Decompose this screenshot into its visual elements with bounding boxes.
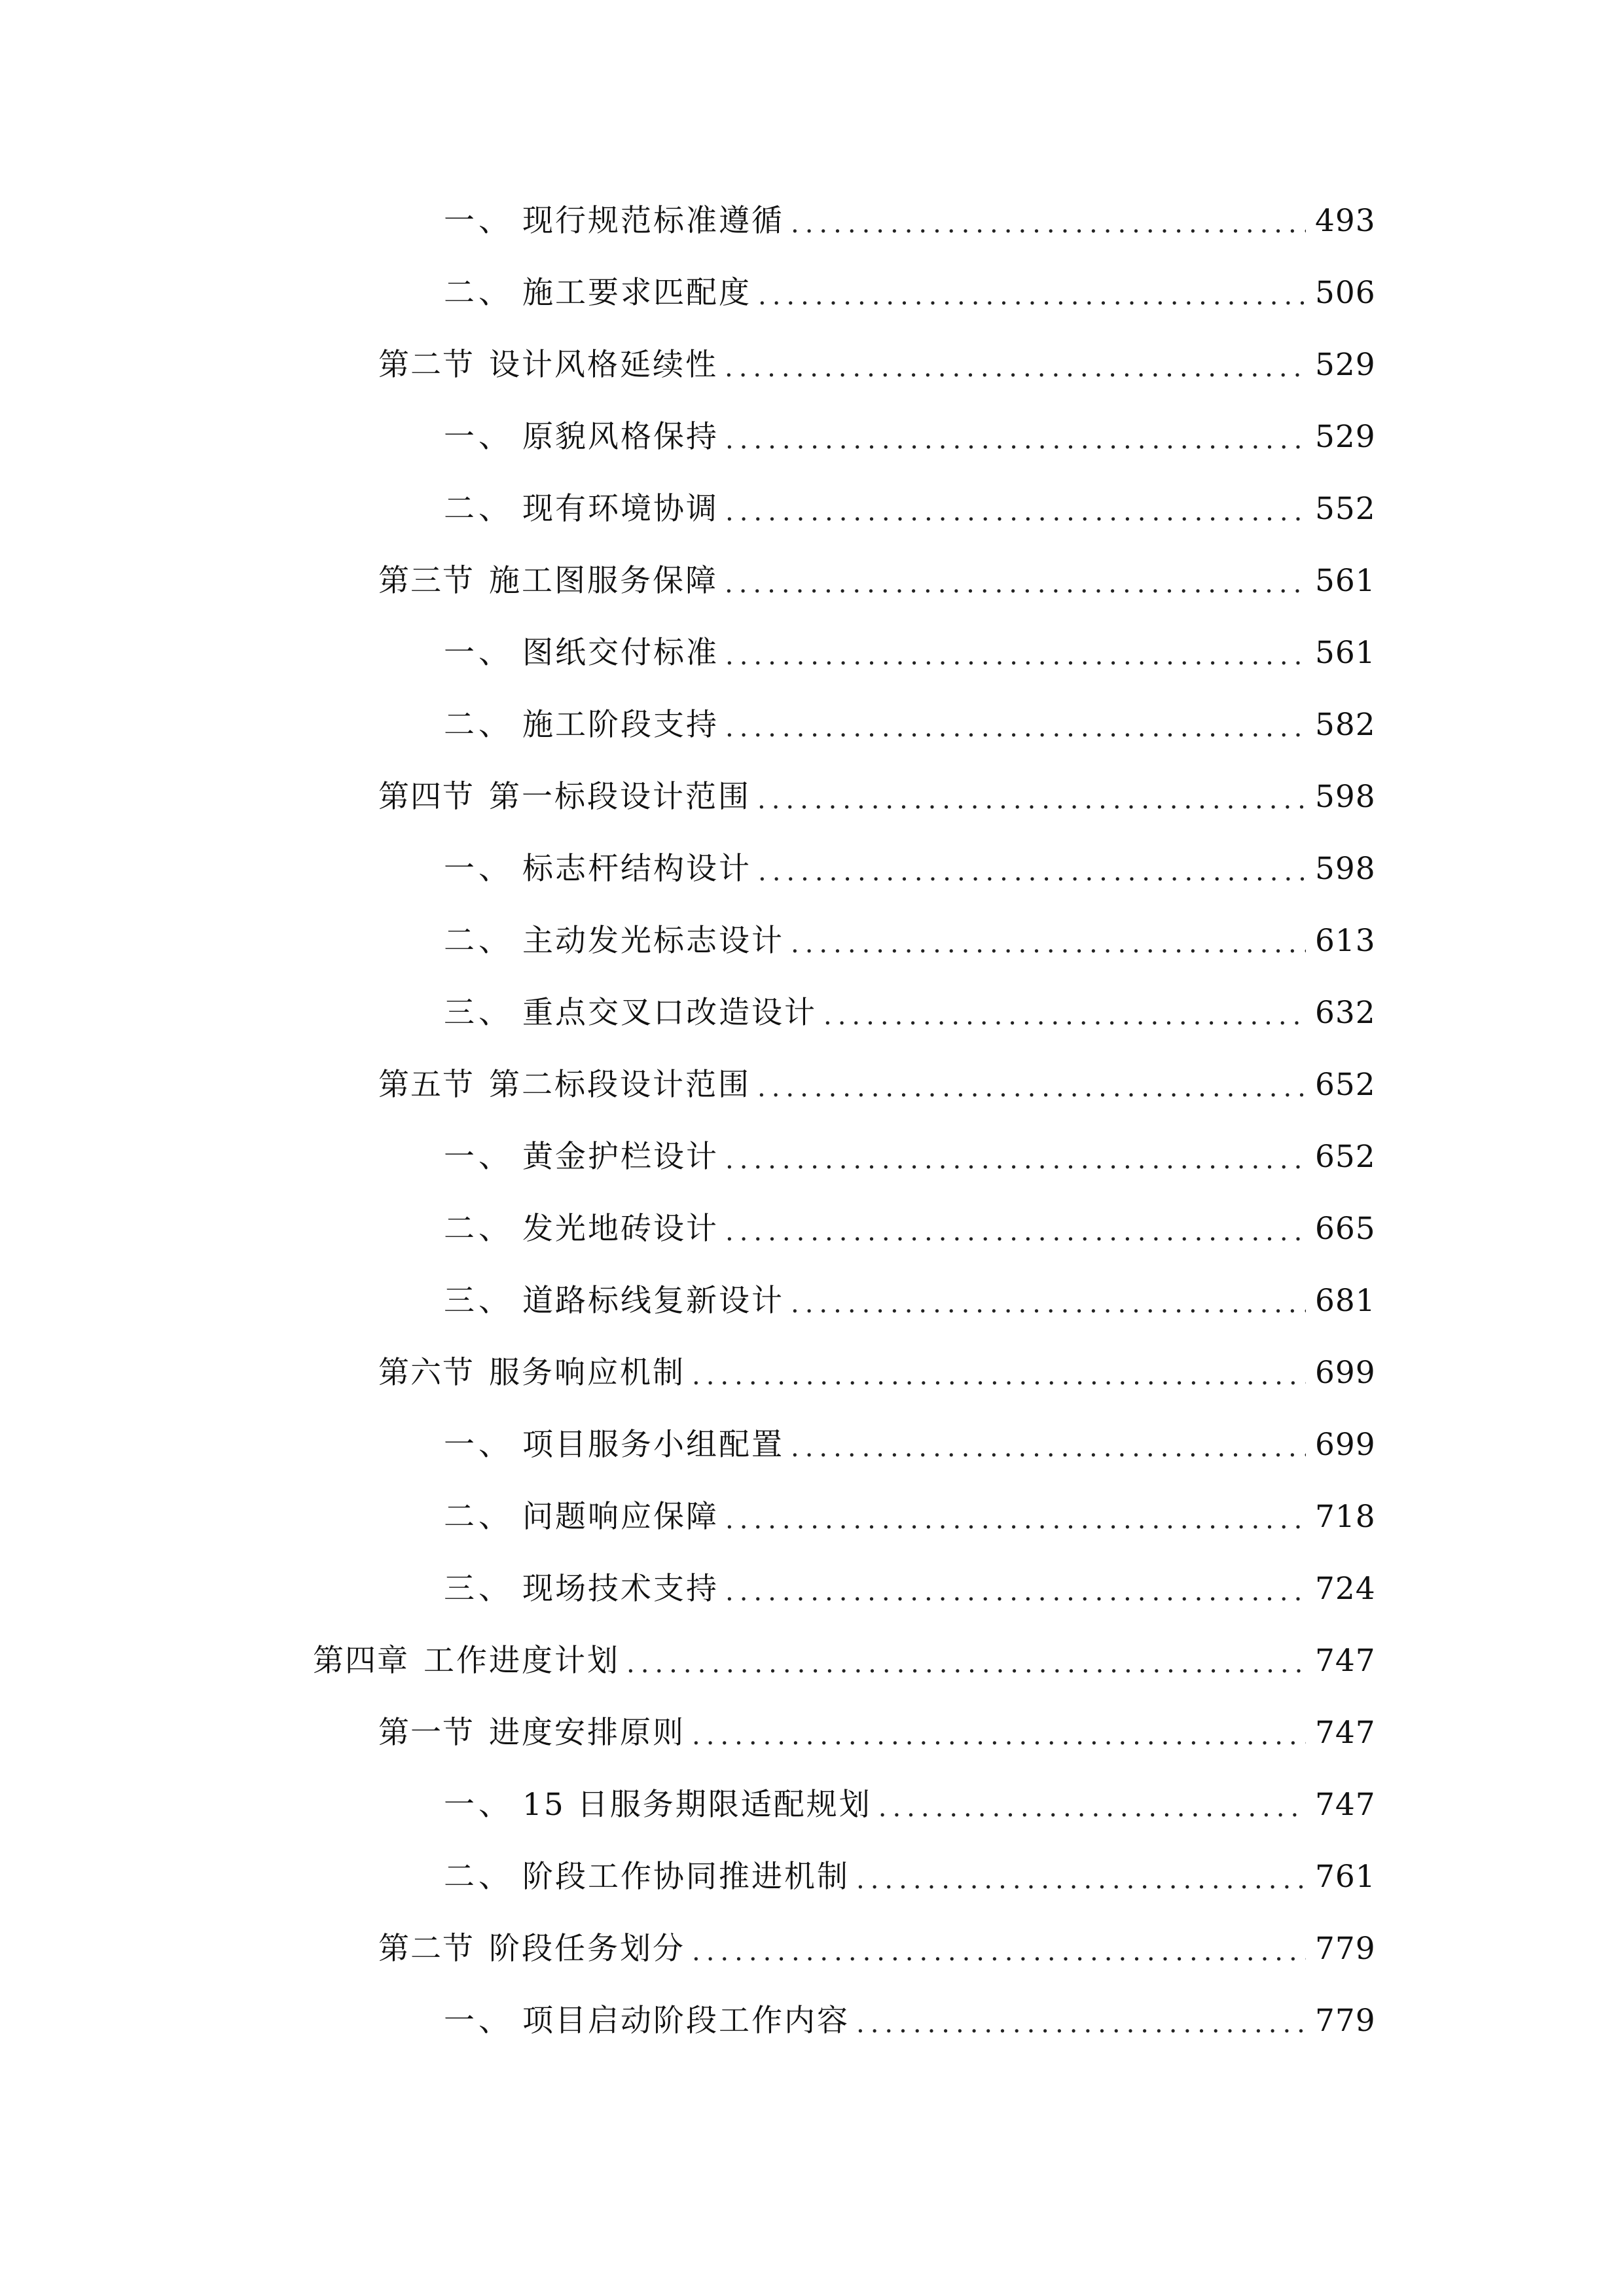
toc-entry-title: 设计风格延续性 xyxy=(489,347,718,383)
dot-leader xyxy=(725,1140,1306,1179)
toc-entry-number: 第六节 xyxy=(378,1355,475,1391)
toc-entry-title: 主动发光标志设计 xyxy=(522,923,784,959)
toc-entry-number: 二、 xyxy=(444,1499,513,1535)
toc-entry[interactable] xyxy=(0,1625,1624,1697)
toc-entry-page-number: 718 xyxy=(1315,1499,1376,1535)
toc-entry-number: 二、 xyxy=(444,707,513,743)
toc-entry-title: 服务响应机制 xyxy=(489,1355,685,1391)
toc-entry-title: 发光地砖设计 xyxy=(522,1211,719,1247)
toc-entry-page-number: 699 xyxy=(1315,1427,1376,1463)
toc-entry[interactable] xyxy=(0,1481,1624,1553)
dot-leader xyxy=(692,1716,1306,1755)
toc-entry-page-number: 506 xyxy=(1315,275,1376,311)
toc-entry-page-number: 529 xyxy=(1315,419,1376,455)
dot-leader xyxy=(725,1572,1306,1611)
toc-entry-page-number: 652 xyxy=(1315,1067,1376,1103)
dot-leader xyxy=(823,996,1306,1035)
toc-entry-page-number: 582 xyxy=(1315,707,1376,743)
toc-entry-page-number: 779 xyxy=(1315,2003,1376,2039)
dot-leader xyxy=(626,1644,1306,1683)
toc-entry-title: 重点交叉口改造设计 xyxy=(522,995,817,1031)
dot-leader xyxy=(856,1860,1306,1899)
dot-leader xyxy=(878,1788,1306,1827)
dot-leader xyxy=(725,348,1306,387)
toc-entry-number: 一、 xyxy=(444,635,513,671)
toc-entry-number: 第四节 xyxy=(378,779,475,815)
toc-entry-page-number: 761 xyxy=(1315,1859,1376,1895)
dot-leader xyxy=(758,852,1306,891)
toc-entry-page-number: 632 xyxy=(1315,995,1376,1031)
toc-entry-page-number: 529 xyxy=(1315,347,1376,383)
toc-entry-page-number: 665 xyxy=(1315,1211,1376,1247)
toc-entry-title: 现有环境协调 xyxy=(522,491,719,527)
toc-entry-title: 施工要求匹配度 xyxy=(522,275,751,311)
toc-entry-page-number: 613 xyxy=(1315,923,1376,959)
toc-entry-title: 工作进度计划 xyxy=(424,1643,620,1679)
toc-entry-title: 第一标段设计范围 xyxy=(489,779,751,815)
toc-entry-title: 道路标线复新设计 xyxy=(522,1283,784,1319)
dot-leader xyxy=(692,1356,1306,1395)
toc-entry[interactable] xyxy=(0,977,1624,1049)
toc-entry[interactable] xyxy=(0,1121,1624,1193)
toc-entry[interactable] xyxy=(0,1193,1624,1265)
toc-entry[interactable] xyxy=(0,689,1624,761)
dot-leader xyxy=(725,636,1306,675)
toc-entry[interactable] xyxy=(0,1985,1624,2057)
toc-entry-title: 标志杆结构设计 xyxy=(522,851,751,887)
toc-entry-number: 一、 xyxy=(444,851,513,887)
toc-entry-number: 第一节 xyxy=(378,1715,475,1751)
toc-entry-title: 原貌风格保持 xyxy=(522,419,719,455)
toc-entry[interactable] xyxy=(0,329,1624,401)
toc-entry-page-number: 561 xyxy=(1315,563,1376,599)
toc-entry-page-number: 652 xyxy=(1315,1139,1376,1175)
toc-entry-page-number: 747 xyxy=(1315,1787,1376,1823)
dot-leader xyxy=(692,1932,1306,1971)
toc-entry[interactable] xyxy=(0,761,1624,833)
toc-entry[interactable] xyxy=(0,185,1624,257)
toc-entry[interactable] xyxy=(0,1049,1624,1121)
toc-entry-number: 二、 xyxy=(444,491,513,527)
dot-leader xyxy=(725,492,1306,531)
table-of-contents xyxy=(0,185,1624,2057)
toc-entry-page-number: 699 xyxy=(1315,1355,1376,1391)
toc-entry[interactable] xyxy=(0,257,1624,329)
dot-leader xyxy=(725,1500,1306,1539)
dot-leader xyxy=(791,1428,1306,1467)
dot-leader xyxy=(725,708,1306,747)
toc-entry-number: 一、 xyxy=(444,419,513,455)
toc-entry[interactable] xyxy=(0,1553,1624,1625)
toc-entry-number: 二、 xyxy=(444,1211,513,1247)
toc-entry-title: 现行规范标准遵循 xyxy=(522,203,784,239)
toc-entry-title: 15 日服务期限适配规划 xyxy=(522,1787,872,1823)
toc-entry-number: 一、 xyxy=(444,203,513,239)
toc-entry-number: 三、 xyxy=(444,1571,513,1607)
toc-entry[interactable] xyxy=(0,1769,1624,1841)
toc-entry-title: 黄金护栏设计 xyxy=(522,1139,719,1175)
toc-entry-title: 现场技术支持 xyxy=(522,1571,719,1607)
toc-entry[interactable] xyxy=(0,473,1624,545)
dot-leader xyxy=(725,1212,1306,1251)
toc-entry-page-number: 681 xyxy=(1315,1283,1376,1319)
toc-entry-page-number: 598 xyxy=(1315,779,1376,815)
toc-entry-title: 进度安排原则 xyxy=(489,1715,685,1751)
dot-leader xyxy=(791,204,1306,243)
toc-entry-title: 项目服务小组配置 xyxy=(522,1427,784,1463)
toc-entry-number: 一、 xyxy=(444,1139,513,1175)
toc-entry[interactable] xyxy=(0,617,1624,689)
toc-entry[interactable] xyxy=(0,1265,1624,1337)
toc-entry-title: 问题响应保障 xyxy=(522,1499,719,1535)
toc-entry[interactable] xyxy=(0,1409,1624,1481)
toc-entry-number: 三、 xyxy=(444,995,513,1031)
dot-leader xyxy=(856,2004,1306,2043)
toc-entry-number: 二、 xyxy=(444,1859,513,1895)
dot-leader xyxy=(757,1068,1306,1107)
toc-entry-number: 二、 xyxy=(444,923,513,959)
toc-entry-page-number: 552 xyxy=(1315,491,1376,527)
dot-leader xyxy=(757,780,1306,819)
toc-entry-title: 施工图服务保障 xyxy=(489,563,718,599)
toc-entry-number: 二、 xyxy=(444,275,513,311)
toc-entry-page-number: 747 xyxy=(1315,1643,1376,1679)
toc-entry-number: 第二节 xyxy=(378,347,475,383)
toc-entry-number: 第三节 xyxy=(378,563,475,599)
toc-entry-title: 施工阶段支持 xyxy=(522,707,719,743)
toc-entry-title: 第二标段设计范围 xyxy=(489,1067,751,1103)
dot-leader xyxy=(791,1284,1306,1323)
toc-entry-number: 第五节 xyxy=(378,1067,475,1103)
toc-entry[interactable] xyxy=(0,545,1624,617)
toc-entry-number: 一、 xyxy=(444,2003,513,2039)
toc-entry-page-number: 779 xyxy=(1315,1931,1376,1967)
toc-entry-title: 项目启动阶段工作内容 xyxy=(522,2003,850,2039)
toc-entry-page-number: 724 xyxy=(1315,1571,1376,1607)
toc-entry-number: 第二节 xyxy=(378,1931,475,1967)
toc-entry[interactable] xyxy=(0,1697,1624,1769)
toc-entry-page-number: 747 xyxy=(1315,1715,1376,1751)
toc-entry[interactable] xyxy=(0,1913,1624,1985)
toc-entry-number: 第四章 xyxy=(313,1643,409,1679)
toc-entry-title: 阶段工作协同推进机制 xyxy=(522,1859,850,1895)
toc-entry-title: 图纸交付标准 xyxy=(522,635,719,671)
dot-leader xyxy=(791,924,1306,963)
toc-entry-number: 一、 xyxy=(444,1787,513,1823)
toc-entry-page-number: 561 xyxy=(1315,635,1376,671)
toc-entry-number: 一、 xyxy=(444,1427,513,1463)
toc-entry-number: 三、 xyxy=(444,1283,513,1319)
toc-entry[interactable] xyxy=(0,1337,1624,1409)
toc-entry-page-number: 598 xyxy=(1315,851,1376,887)
toc-entry[interactable] xyxy=(0,401,1624,473)
toc-entry[interactable] xyxy=(0,1841,1624,1913)
toc-entry-title: 阶段任务划分 xyxy=(489,1931,685,1967)
toc-entry-page-number: 493 xyxy=(1315,203,1376,239)
toc-entry[interactable] xyxy=(0,905,1624,977)
dot-leader xyxy=(758,276,1306,315)
toc-entry[interactable] xyxy=(0,833,1624,905)
dot-leader xyxy=(725,420,1306,459)
dot-leader xyxy=(725,564,1306,603)
